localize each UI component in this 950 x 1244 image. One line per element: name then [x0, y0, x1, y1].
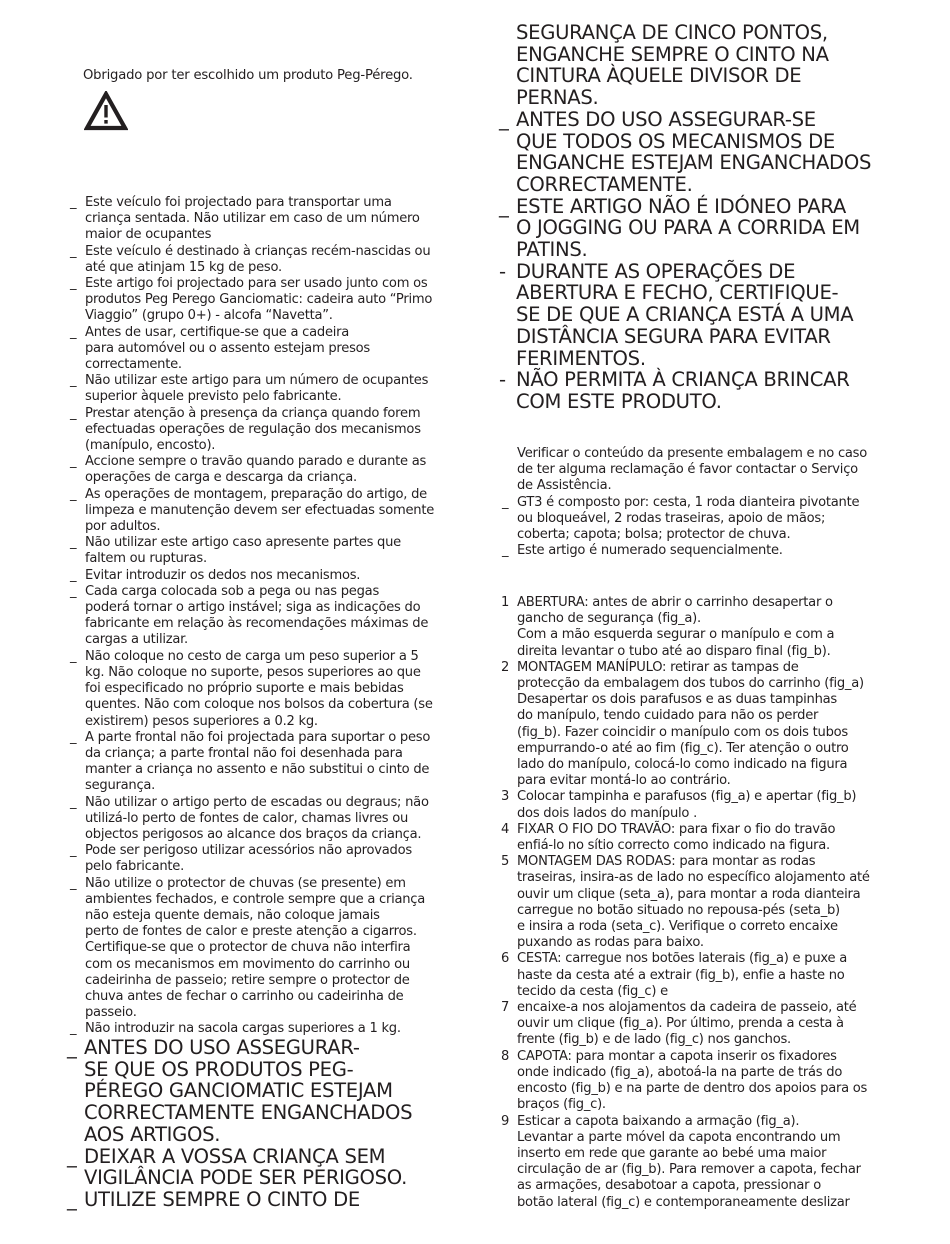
list-item	[70, 568, 465, 584]
list-item	[70, 584, 465, 649]
text-line: Esticar a capota baixando a armação (fig_a).	[517, 1113, 800, 1129]
text-line: Desapertar os dois parafusos e as duas tampinhas	[517, 692, 837, 708]
text-line: cadeirinha de passeio; retire sempre o protector de	[85, 972, 410, 988]
text-line: enfiá-lo no sítio correcto como indicado na figura.	[517, 838, 830, 854]
text-line: Não utilizar este artigo para um número de ocupantes	[85, 373, 429, 389]
text-line: fabricante em relação às recomendações máximas de	[85, 616, 429, 632]
list-item	[70, 454, 465, 486]
step-number: 2	[501, 659, 510, 675]
text-line: não esteja quente demais, não coloque jamais	[85, 907, 380, 923]
safety-warnings-list	[70, 195, 465, 1038]
text-line: carregue no botão situado no repousa-pés (seta_b)	[517, 902, 840, 918]
text-line: kg. Não coloque no suporte, pesos superiores ao que	[85, 664, 421, 680]
text-line: Antes de usar, certifique-se que a cadeira	[85, 324, 350, 340]
list-item	[499, 196, 899, 261]
step-item	[500, 854, 900, 951]
bullet-marker: _	[70, 875, 77, 891]
text-line: Verificar o conteúdo da presente embalagem e no caso	[517, 446, 868, 461]
text-line: GT3 é composto por: cesta, 1 roda dianteira pivotante	[517, 494, 860, 510]
list-item	[70, 325, 465, 374]
step-item	[500, 789, 900, 821]
step-item	[500, 595, 900, 660]
warning-triangle-icon	[84, 91, 128, 131]
step-number: 6	[501, 951, 510, 967]
text-line: ANTES DO USO ASSEGURAR-	[84, 1036, 360, 1059]
text-line: da criança; a parte frontal não foi desenhada para	[85, 745, 403, 761]
text-line: e insira a roda (seta_c). Verifique o correto encaixe	[517, 919, 838, 935]
step-number: 9	[501, 1113, 510, 1129]
text-line: foi especificado no próprio suporte e mais bebidas	[85, 681, 404, 697]
text-line: inserto em rede que garante ao bebé uma maior	[517, 1145, 827, 1161]
list-item	[499, 369, 899, 412]
text-line: manter a criança no assento e não substitui o cinto de	[85, 762, 430, 778]
text-line: as armações, desabotoar a capota, pressionar o	[517, 1178, 821, 1194]
text-line: PÉREGO GANCIOMATIC ESTEJAM	[84, 1079, 393, 1103]
text-line: efectuadas operações de regulação dos mecanismos	[85, 421, 421, 437]
text-line: utilizá-lo perto de fontes de calor, chamas livres ou	[85, 810, 409, 826]
assembly-steps-list	[500, 595, 900, 1211]
text-line: limpeza e manutenção devem ser efectuadas somente	[85, 502, 435, 518]
list-item	[67, 1146, 467, 1189]
text-line: MONTAGEM DAS RODAS: para montar as rodas	[517, 854, 816, 870]
bullet-marker: _	[70, 583, 77, 599]
list-item	[70, 730, 465, 795]
bullet-marker: _	[70, 373, 77, 389]
text-line: Pode ser perigoso utilizar acessórios não aprovados	[85, 843, 412, 859]
text-line: maior de ocupantes	[85, 227, 212, 243]
list-item	[70, 876, 465, 1022]
step-item	[500, 1049, 900, 1114]
text-line: NÃO PERMITA À CRIANÇA BRINCAR	[516, 368, 850, 392]
text-line: DURANTE AS OPERAÇÕES DE	[516, 259, 796, 283]
text-line: dos dois lados do manípulo .	[517, 805, 698, 821]
bullet-marker: _	[67, 1036, 77, 1059]
text-line: gancho de segurança (fig_a).	[517, 611, 701, 627]
text-line: do manípulo, tendo cuidado para não os perder	[517, 708, 819, 724]
step-number: 7	[501, 1000, 510, 1016]
text-line: SEGURANÇA DE CINCO PONTOS,	[516, 21, 828, 44]
list-item	[70, 795, 465, 844]
text-line: com os mecanismos em movimento do carrinho ou	[85, 956, 410, 972]
text-line: encaixe-a nos alojamentos da cadeira de passeio, até	[517, 1000, 857, 1016]
text-line: pelo fabricante.	[85, 859, 185, 875]
list-item	[70, 373, 465, 405]
list-item	[502, 446, 897, 495]
text-line: ambientes fechados, e controle sempre que a criança	[85, 891, 426, 907]
bullet-marker: _	[70, 729, 77, 745]
text-line: superior àquele previsto pelo fabricante.	[85, 389, 342, 405]
text-line: COM ESTE PRODUTO.	[516, 389, 722, 413]
text-line: faltem ou rupturas.	[85, 551, 207, 567]
list-item	[67, 1189, 467, 1211]
package-contents-list	[502, 446, 897, 559]
text-line: braços (fig_c).	[517, 1097, 606, 1113]
text-line: correctamente.	[85, 357, 182, 373]
bullet-marker: _	[499, 194, 509, 218]
text-line: de ter alguma reclamação é favor contactar o Serviço	[517, 462, 858, 478]
step-number: 3	[501, 789, 510, 805]
text-line: protecção da embalagem dos tubos do carrinho (fig_a)	[517, 676, 864, 692]
text-line: Prestar atenção à presença da criança quando forem	[85, 405, 421, 421]
text-line: Certifique-se que o protector de chuva não interfira	[85, 940, 411, 956]
step-number: 1	[501, 595, 510, 610]
bullet-marker: _	[70, 405, 77, 421]
text-line: Este artigo é numerado sequencialmente.	[517, 543, 783, 559]
text-line: QUE TODOS OS MECANISMOS DE	[516, 129, 835, 153]
text-line: FIXAR O FIO DO TRAVÃO: para fixar o fio do travão	[517, 821, 836, 837]
step-item	[500, 822, 900, 854]
list-item	[499, 109, 899, 196]
text-line: encosto (fig_b) e na parte de dentro dos apoios para os	[517, 1081, 868, 1097]
bullet-marker: _	[502, 494, 509, 510]
text-line: PATINS.	[516, 238, 588, 262]
text-line: chuva antes de fechar o carrinho ou cadeirinha de	[85, 988, 404, 1004]
text-line: ESTE ARTIGO NÃO É IDÓNEO PARA	[516, 194, 847, 218]
step-item	[500, 660, 900, 790]
list-item	[499, 261, 899, 370]
text-line: Colocar tampinha e parafusos (fig_a) e apertar (fig_b)	[517, 789, 857, 805]
text-line: Não utilizar este artigo caso apresente partes que	[85, 535, 401, 551]
text-line: FERIMENTOS.	[516, 346, 646, 370]
text-line: MONTAGEM MANÍPULO: retirar as tampas de	[517, 659, 799, 675]
text-line: ENGANCHE SEMPRE O CINTO NA	[516, 42, 829, 66]
text-line: SE DE QUE A CRIANÇA ESTÁ A UMA	[516, 303, 854, 327]
text-line: haste da cesta até a extrair (fig_b), enfie a haste no	[517, 967, 845, 983]
text-line: ouvir um clique (fig_a). Por último, prenda a cesta à	[517, 1016, 844, 1032]
text-line: Viaggio” (grupo 0+) - alcofa “Navetta”.	[85, 308, 333, 324]
text-line: existirem) pesos superiores a 0.2 kg.	[85, 713, 318, 729]
bullet-marker: _	[70, 567, 77, 583]
step-item	[500, 1114, 900, 1211]
text-line: Cada carga colocada sob a pega ou nas pegas	[85, 583, 380, 599]
bullet-marker: -	[499, 259, 506, 283]
text-line: A parte frontal não foi projectada para suportar o peso	[85, 729, 431, 745]
text-line: O JOGGING OU PARA A CORRIDA EM	[516, 216, 860, 240]
text-line: direita levantar o tubo até ao disparo final (fig_b).	[517, 643, 831, 659]
text-line: As operações de montagem, preparação do artigo, de	[85, 486, 427, 502]
text-line: passeio.	[85, 1005, 137, 1021]
text-line: UTILIZE SEMPRE O CINTO DE	[84, 1187, 360, 1211]
text-line: traseiras, insira-as de lado no específico alojamento até	[517, 870, 870, 886]
bullet-marker: _	[70, 1021, 77, 1037]
text-line: (manípulo, encosto).	[85, 438, 216, 454]
bullet-marker: _	[70, 794, 77, 810]
text-line: operações de carga e descarga da criança.	[85, 470, 357, 486]
list-item	[70, 406, 465, 455]
text-line: (fig_b). Fazer coincidir o manípulo com os dois tubos	[517, 724, 848, 740]
step-number: 5	[501, 854, 510, 870]
text-line: ou bloqueável, 2 rodas traseiras, apoio de mãos;	[517, 510, 826, 526]
text-line: objectos perigosos ao alcance dos braços da criança.	[85, 826, 422, 842]
text-line: botão lateral (fig_c) e contemporaneamente deslizar	[517, 1194, 850, 1210]
text-line: Accione sempre o travão quando parado e durante as	[85, 454, 427, 470]
text-line: ENGANCHE ESTEJAM ENGANCHADOS	[516, 151, 872, 175]
text-line: para automóvel ou o assento estejam presos	[85, 340, 370, 356]
text-line: DEIXAR A VOSSA CRIANÇA SEM	[84, 1144, 386, 1168]
bullet-marker: _	[67, 1187, 77, 1211]
text-line: ouvir um clique (seta_a), para montar a roda dianteira	[517, 886, 861, 902]
list-item	[70, 276, 465, 325]
text-line: criança sentada. Não utilizar em caso de um número	[85, 211, 420, 227]
text-line: Não coloque no cesto de carga um peso superior a 5	[85, 648, 419, 664]
bullet-marker: _	[499, 107, 509, 131]
list-item	[67, 1037, 467, 1146]
list-item	[70, 535, 465, 567]
text-line: coberta; capota; bolsa; protector de chuva.	[517, 527, 791, 543]
bullet-marker: _	[67, 1144, 77, 1168]
bullet-marker: _	[70, 276, 77, 292]
text-line: produtos Peg Perego Ganciomatic: cadeira auto “Primo	[85, 292, 433, 308]
text-line: ABERTURA E FECHO, CERTIFIQUE-	[516, 281, 839, 305]
list-item	[502, 543, 897, 559]
bullet-marker: _	[502, 543, 509, 559]
bullet-marker: _	[70, 324, 77, 340]
text-line: CINTURA ÀQUELE DIVISOR DE	[516, 64, 802, 88]
text-line: quentes. Não com coloque nos bolsos da cobertura (se	[85, 697, 433, 713]
text-line: CAPOTA: para montar a capota inserir os fixadores	[517, 1048, 837, 1064]
bullet-marker: _	[70, 454, 77, 470]
text-line: CORRECTAMENTE.	[516, 172, 693, 196]
text-line: Com a mão esquerda segurar o manípulo e com a	[517, 627, 835, 643]
text-line: ANTES DO USO ASSEGURAR-SE	[516, 107, 816, 131]
list-item	[70, 487, 465, 536]
text-line: segurança.	[85, 778, 156, 794]
text-line: Evitar introduzir os dedos nos mecanismos.	[85, 567, 361, 583]
text-line: AOS ARTIGOS.	[84, 1122, 221, 1146]
bullet-marker: -	[499, 368, 506, 392]
step-number: 4	[501, 821, 510, 837]
text-line: tecido da cesta (fig_c) e	[517, 983, 668, 999]
text-line: lado do manípulo, colocá-lo como indicado na figura	[517, 757, 848, 773]
important-warnings-continued	[499, 22, 899, 413]
text-line: VIGILÂNCIA PODE SER PERIGOSO.	[84, 1166, 408, 1190]
important-warnings-list	[67, 1037, 467, 1211]
text-line: Não introduzir na sacola cargas superiores a 1 kg.	[85, 1021, 401, 1037]
list-item	[502, 495, 897, 544]
bullet-marker: _	[70, 535, 77, 551]
bullet-marker: _	[70, 243, 77, 259]
text-line: cargas a utilizar.	[85, 632, 188, 648]
text-line: até que atinjam 15 kg de peso.	[85, 259, 282, 275]
text-line: Este veículo foi projectado para transportar uma	[85, 195, 392, 210]
text-line: para evitar montá-lo ao contrário.	[517, 773, 731, 789]
bullet-marker: _	[70, 486, 77, 502]
step-item	[500, 951, 900, 1000]
text-line: CESTA: carregue nos botões laterais (fig_a) e puxe a	[517, 951, 847, 967]
text-line: Não utilize o protector de chuvas (se presente) em	[85, 875, 406, 891]
text-line: CORRECTAMENTE ENGANCHADOS	[84, 1101, 413, 1125]
text-line: empurrando-o até ao fim (fig_c). Ter atenção o outro	[517, 740, 849, 756]
text-line: Levantar a parte móvel da capota encontrando um	[517, 1129, 841, 1145]
intro-text: Obrigado por ter escolhido um produto Peg-Pérego.	[83, 68, 413, 83]
text-line: Não utilizar o artigo perto de escadas ou degraus; não	[85, 794, 429, 810]
list-item	[70, 244, 465, 276]
text-line: Este veículo é destinado à crianças recém-nascidas ou	[85, 243, 431, 259]
text-line: poderá tornar o artigo instável; siga as indicações do	[85, 600, 421, 616]
bullet-marker: _	[70, 843, 77, 859]
step-item	[500, 1000, 900, 1049]
list-item	[70, 195, 465, 244]
list-item	[70, 649, 465, 730]
bullet-marker: _	[70, 648, 77, 664]
text-line: ABERTURA: antes de abrir o carrinho desapertar o	[517, 595, 833, 610]
text-line: perto de fontes de calor e preste atenção a cigarros.	[85, 924, 417, 940]
text-line: por adultos.	[85, 519, 161, 535]
list-item	[70, 843, 465, 875]
text-line: onde indicado (fig_a), abotoá-la na parte de trás do	[517, 1064, 843, 1080]
text-line: circulação de ar (fig_b). Para remover a capota, fechar	[517, 1162, 861, 1178]
text-line: SE QUE OS PRODUTOS PEG-	[84, 1057, 354, 1081]
bullet-marker: _	[70, 195, 77, 210]
text-line: Este artigo foi projectado para ser usado junto com os	[85, 276, 428, 292]
step-number: 8	[501, 1048, 510, 1064]
text-line: DISTÂNCIA SEGURA PARA EVITAR	[516, 324, 831, 348]
text-line: PERNAS.	[516, 86, 599, 110]
text-line: frente (fig_b) e de lado (fig_c) nos ganchos.	[517, 1032, 791, 1048]
text-line: de Assistência.	[517, 478, 612, 494]
text-line: puxando as rodas para baixo.	[517, 935, 704, 951]
list-item	[499, 22, 899, 109]
